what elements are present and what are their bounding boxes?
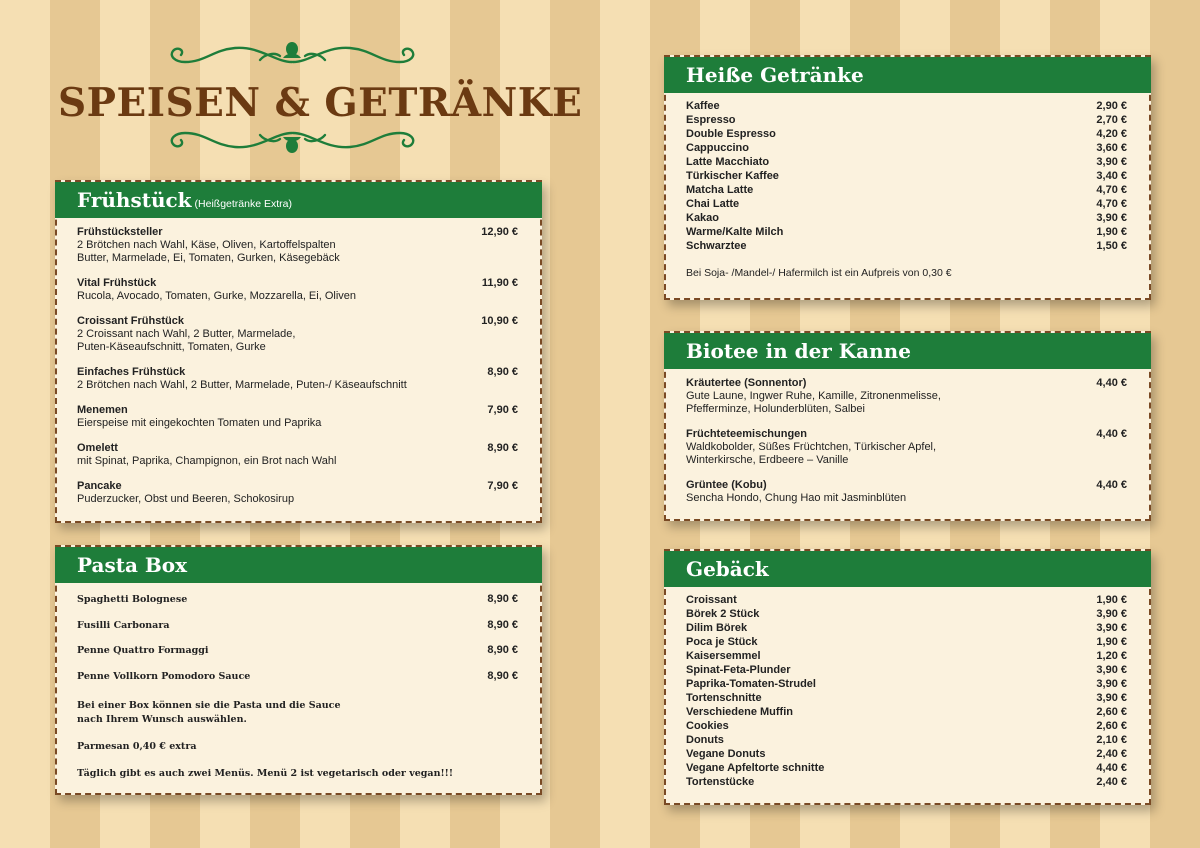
pasta-note: Täglich gibt es auch zwei Menüs. Menü 2 ist vegetarisch oder vegan!!! bbox=[77, 768, 453, 779]
menu-item-text bbox=[77, 480, 448, 506]
menu-item-price: 1,50 € bbox=[1096, 240, 1127, 252]
menu-item bbox=[77, 480, 518, 506]
menu-item-price: 2,10 € bbox=[1096, 734, 1127, 746]
menu-item-text bbox=[686, 479, 1057, 505]
menu-item-text bbox=[686, 239, 1057, 253]
menu-item-price: 7,90 € bbox=[487, 480, 518, 492]
menu-item-price: 8,90 € bbox=[487, 644, 518, 656]
menu-item-price: 4,40 € bbox=[1096, 762, 1127, 774]
menu-item-text bbox=[77, 670, 448, 683]
fruehstueck-header bbox=[55, 182, 542, 218]
menu-item-text bbox=[686, 127, 1057, 141]
menu-item-text bbox=[77, 366, 448, 392]
menu-item-price: 1,90 € bbox=[1096, 226, 1127, 238]
menu-item bbox=[686, 239, 1127, 253]
menu-item-description: Waldkobolder, Süßes Früchtchen, Türkischer Apfel, Winterkirsche, Erdbeere – Vanille bbox=[686, 441, 937, 466]
menu-item-name: Croissant bbox=[686, 594, 737, 606]
biotee-card bbox=[664, 331, 1151, 521]
menu-item bbox=[686, 663, 1127, 677]
menu-item-name: Latte Macchiato bbox=[686, 156, 770, 168]
menu-item bbox=[77, 315, 518, 354]
menu-item-name: Espresso bbox=[686, 114, 736, 126]
menu-item-price: 4,70 € bbox=[1096, 198, 1127, 210]
menu-item bbox=[686, 733, 1127, 747]
menu-item-name: Kaffee bbox=[686, 100, 720, 112]
menu-item-price: 11,90 € bbox=[481, 277, 518, 289]
menu-item-text bbox=[686, 99, 1057, 113]
menu-item-text bbox=[77, 315, 448, 354]
menu-item bbox=[686, 593, 1127, 607]
menu-item-description: 2 Brötchen nach Wahl, 2 Butter, Marmelade, Puten-/ Käseaufschnitt bbox=[77, 379, 407, 391]
menu-item-name: Penne Vollkorn Pomodoro Sauce bbox=[77, 670, 251, 682]
menu-item-price: 8,90 € bbox=[487, 593, 518, 605]
gebaeck-items bbox=[666, 587, 1149, 789]
menu-item-name: Poca je Stück bbox=[686, 636, 758, 648]
menu-item-text bbox=[77, 226, 448, 265]
menu-item-price: 1,20 € bbox=[1096, 650, 1127, 662]
menu-item-price: 2,70 € bbox=[1096, 114, 1127, 126]
menu-item-price: 1,90 € bbox=[1096, 594, 1127, 606]
menu-item-name: Penne Quattro Formaggi bbox=[77, 645, 209, 656]
menu-item-name: Menemen bbox=[77, 404, 128, 416]
menu-item bbox=[686, 127, 1127, 141]
menu-item-price: 3,40 € bbox=[1096, 170, 1127, 182]
menu-item-price: 2,90 € bbox=[1096, 100, 1127, 112]
menu-item-name: Grüntee (Kobu) bbox=[686, 479, 767, 491]
menu-item-price: 2,60 € bbox=[1096, 720, 1127, 732]
biotee-header bbox=[664, 333, 1151, 369]
menu-item bbox=[686, 635, 1127, 649]
menu-item-price: 3,60 € bbox=[1096, 142, 1127, 154]
menu-item-text bbox=[686, 428, 1057, 467]
menu-item-name: Börek 2 Stück bbox=[686, 608, 760, 620]
menu-item bbox=[686, 761, 1127, 775]
menu-item-text bbox=[686, 593, 1057, 607]
section-title: Biotee in der Kanne bbox=[686, 339, 911, 363]
menu-item bbox=[686, 428, 1127, 467]
menu-item-text bbox=[77, 593, 448, 606]
menu-item-price: 8,90 € bbox=[487, 669, 518, 682]
pasta-header bbox=[55, 547, 542, 583]
menu-item bbox=[686, 621, 1127, 635]
pasta-note: Bei einer Box können sie die Pasta und die Sauce nach Ihrem Wunsch auswählen. bbox=[77, 700, 341, 725]
menu-item bbox=[686, 775, 1127, 789]
menu-item-text bbox=[77, 644, 448, 657]
heisse-items bbox=[666, 93, 1149, 253]
menu-item-name: Kräutertee (Sonnentor) bbox=[686, 377, 807, 389]
menu-item-text bbox=[77, 277, 448, 303]
section-title: Pasta Box bbox=[77, 553, 188, 577]
menu-item-text bbox=[686, 621, 1057, 635]
menu-item-price: 4,20 € bbox=[1096, 128, 1127, 140]
menu-item-description: mit Spinat, Paprika, Champignon, ein Brot nach Wahl bbox=[77, 455, 337, 467]
heisse-getraenke-card bbox=[664, 55, 1151, 300]
menu-item-text bbox=[686, 733, 1057, 747]
menu-item-name: Matcha Latte bbox=[686, 184, 754, 196]
menu-item bbox=[686, 155, 1127, 169]
menu-item-name: Cookies bbox=[686, 720, 729, 732]
menu-item-text bbox=[77, 404, 448, 430]
menu-item-text bbox=[686, 169, 1057, 183]
menu-item-description: 2 Croissant nach Wahl, 2 Butter, Marmelade, Puten-Käseaufschnitt, Tomaten, Gurke bbox=[77, 328, 296, 353]
menu-item bbox=[77, 404, 518, 430]
menu-item-text bbox=[686, 705, 1057, 719]
menu-item bbox=[77, 442, 518, 468]
page-title: SPEISEN & GETRÄNKE bbox=[58, 80, 583, 126]
menu-item-name: Spaghetti Bolognese bbox=[77, 594, 188, 605]
menu-item-text bbox=[686, 607, 1057, 621]
menu-item-name: Pancake bbox=[77, 480, 122, 492]
menu-item-name: Spinat-Feta-Plunder bbox=[686, 664, 791, 676]
menu-item-name: Cappuccino bbox=[686, 142, 749, 154]
menu-item-text bbox=[686, 377, 1057, 416]
menu-item-text bbox=[686, 113, 1057, 127]
menu-item-name: Omelett bbox=[77, 442, 118, 454]
menu-item-text bbox=[686, 677, 1057, 691]
flourish-ornament-icon bbox=[165, 40, 420, 70]
biotee-items bbox=[666, 369, 1149, 505]
menu-item-price: 7,90 € bbox=[487, 404, 518, 416]
menu-item-name: Croissant Frühstück bbox=[77, 315, 184, 327]
menu-item-price: 2,40 € bbox=[1096, 748, 1127, 760]
menu-item-price: 3,90 € bbox=[1096, 212, 1127, 224]
menu-item-text bbox=[686, 197, 1057, 211]
menu-item bbox=[686, 705, 1127, 719]
menu-item-text bbox=[77, 442, 448, 468]
menu-item-text bbox=[686, 211, 1057, 225]
menu-item-name: Tortenstücke bbox=[686, 776, 755, 788]
menu-item-price: 2,40 € bbox=[1096, 776, 1127, 788]
menu-item-name: Chai Latte bbox=[686, 198, 740, 210]
menu-item-text bbox=[686, 649, 1057, 663]
menu-item bbox=[686, 141, 1127, 155]
menu-item-name: Frühstücksteller bbox=[77, 226, 163, 238]
menu-item-price: 3,90 € bbox=[1096, 622, 1127, 634]
menu-item-text bbox=[686, 691, 1057, 705]
section-title: Gebäck bbox=[686, 557, 769, 581]
heisse-getraenke-header bbox=[664, 57, 1151, 93]
menu-item-text bbox=[686, 761, 1057, 775]
menu-item-name: Türkischer Kaffee bbox=[686, 170, 779, 182]
menu-item bbox=[686, 225, 1127, 239]
menu-item-price: 12,90 € bbox=[481, 226, 518, 238]
menu-item-price: 4,70 € bbox=[1096, 184, 1127, 196]
menu-item-name: Dilim Börek bbox=[686, 622, 748, 634]
menu-item-price: 8,90 € bbox=[487, 442, 518, 454]
menu-item-description: Gute Laune, Ingwer Ruhe, Kamille, Zitronenmelisse, Pfefferminze, Holunderblüten, Salbei bbox=[686, 390, 941, 415]
menu-item-name: Vegane Apfeltorte schnitte bbox=[686, 762, 825, 774]
menu-item-name: Donuts bbox=[686, 734, 724, 746]
section-title: Frühstück bbox=[77, 188, 192, 212]
menu-item bbox=[686, 169, 1127, 183]
menu-item-name: Einfaches Frühstück bbox=[77, 366, 186, 378]
menu-item-description: Eierspeise mit eingekochten Tomaten und Paprika bbox=[77, 417, 322, 429]
menu-item bbox=[77, 670, 518, 696]
menu-item bbox=[686, 377, 1127, 416]
menu-item-price: 3,90 € bbox=[1096, 678, 1127, 690]
menu-item-text bbox=[686, 225, 1057, 239]
menu-item-price: 4,40 € bbox=[1096, 377, 1127, 389]
menu-item-text bbox=[686, 747, 1057, 761]
menu-item-price: 3,90 € bbox=[1096, 692, 1127, 704]
menu-item bbox=[77, 226, 518, 265]
section-note: (Heißgetränke Extra) bbox=[194, 198, 292, 210]
menu-item-name: Double Espresso bbox=[686, 128, 776, 140]
menu-item-description: Sencha Hondo, Chung Hao mit Jasminblüten bbox=[686, 492, 907, 504]
menu-item-name: Kakao bbox=[686, 212, 720, 224]
pasta-note: Parmesan 0,40 € extra bbox=[77, 741, 197, 752]
menu-item-description: 2 Brötchen nach Wahl, Käse, Oliven, Kartoffelspalten Butter, Marmelade, Ei, Tomaten, Gurken, Käsegebäck bbox=[77, 239, 340, 264]
menu-item-price: 8,90 € bbox=[487, 366, 518, 378]
gebaeck-card bbox=[664, 549, 1151, 805]
menu-item-price: 3,90 € bbox=[1096, 664, 1127, 676]
menu-item-name: Paprika-Tomaten-Strudel bbox=[686, 678, 816, 690]
menu-item-name: Fusilli Carbonara bbox=[77, 619, 170, 631]
menu-item bbox=[77, 277, 518, 303]
menu-item-name: Früchteteemischungen bbox=[686, 428, 808, 440]
section-title: Heiße Getränke bbox=[686, 63, 864, 87]
menu-item-name: Kaisersemmel bbox=[686, 650, 761, 662]
menu-item-description: Puderzucker, Obst und Beeren, Schokosirup bbox=[77, 493, 295, 505]
menu-item-price: 10,90 € bbox=[481, 315, 518, 327]
menu-item bbox=[686, 99, 1127, 113]
menu-item-text bbox=[686, 141, 1057, 155]
menu-item-price: 1,90 € bbox=[1096, 636, 1127, 648]
menu-item-price: 3,90 € bbox=[1096, 608, 1127, 620]
menu-item-price: 8,90 € bbox=[487, 618, 518, 631]
menu-item-name: Verschiedene Muffin bbox=[686, 706, 793, 718]
menu-item-text bbox=[686, 775, 1057, 789]
menu-item bbox=[686, 183, 1127, 197]
menu-item-text bbox=[77, 619, 448, 632]
menu-item bbox=[686, 677, 1127, 691]
menu-item bbox=[686, 211, 1127, 225]
fruehstueck-items bbox=[57, 218, 540, 506]
menu-item-name: Vital Frühstück bbox=[77, 277, 157, 289]
menu-item bbox=[686, 649, 1127, 663]
menu-item bbox=[77, 619, 518, 645]
menu-item bbox=[686, 747, 1127, 761]
flourish-ornament-icon bbox=[165, 125, 420, 155]
menu-item bbox=[77, 644, 518, 670]
menu-item bbox=[686, 197, 1127, 211]
menu-item bbox=[686, 719, 1127, 733]
pasta-card bbox=[55, 545, 542, 795]
menu-item-description: Rucola, Avocado, Tomaten, Gurke, Mozzarella, Ei, Oliven bbox=[77, 290, 357, 302]
menu-item bbox=[686, 113, 1127, 127]
menu-item-text bbox=[686, 719, 1057, 733]
menu-item-name: Tortenschnitte bbox=[686, 692, 762, 704]
gebaeck-header bbox=[664, 551, 1151, 587]
menu-item-text bbox=[686, 635, 1057, 649]
menu-item-text bbox=[686, 663, 1057, 677]
menu-item-name: Vegane Donuts bbox=[686, 748, 766, 760]
menu-item-name: Schwarztee bbox=[686, 240, 747, 252]
menu-item-price: 4,40 € bbox=[1096, 428, 1127, 440]
menu-item-text bbox=[686, 183, 1057, 197]
menu-item bbox=[77, 366, 518, 392]
fruehstueck-card bbox=[55, 180, 542, 523]
menu-item bbox=[686, 607, 1127, 621]
menu-item-price: 3,90 € bbox=[1096, 156, 1127, 168]
milk-footnote: Bei Soja- /Mandel-/ Hafermilch ist ein Aufpreis von 0,30 € bbox=[686, 267, 952, 279]
menu-item-price: 2,60 € bbox=[1096, 706, 1127, 718]
menu-item-price: 4,40 € bbox=[1096, 479, 1127, 491]
menu-item-name: Warme/Kalte Milch bbox=[686, 226, 784, 238]
menu-item bbox=[77, 593, 518, 619]
pasta-items bbox=[57, 583, 540, 695]
menu-item bbox=[686, 479, 1127, 505]
menu-item bbox=[686, 691, 1127, 705]
menu-item-text bbox=[686, 155, 1057, 169]
